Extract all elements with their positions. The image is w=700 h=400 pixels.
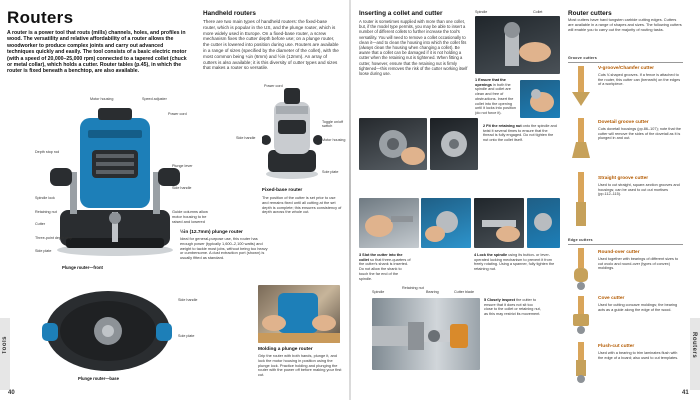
groove-category: Groove cutters [568, 56, 598, 60]
round-over-cutter-image [574, 248, 588, 290]
step-2-photo-b [430, 118, 478, 170]
step-2-body: onto the spindle and twist it several times to ensure that the thread is fully engaged. Do not tighten the nut onto the collet itself. [483, 124, 557, 143]
step-4-body: using its button- or lever-operated locking mechanism to prevent it from freely rotating. Using a spanner, fully tighten the retaining nut. [474, 253, 555, 272]
fixed-base-router-image [262, 82, 322, 182]
cutters-intro: Most cutters have hard tungsten carbide cutting edges. Cutters are available in a range of shapes and sizes. The following cutters will enable you to carry out the majority of routing tasks. [568, 17, 682, 32]
cutter-6-desc: Used with a bearing to trim laminates flush with the edge of a board; also used to cut templates. [598, 351, 679, 360]
fixed-text: The position of the cutter is set prior to use and remains fixed until all cutting at the set depth is complete; this ensures consistency of depth across the whole cut. [262, 195, 342, 215]
cutter-2-name: Dovetail groove cutter [598, 120, 649, 125]
molding-heading: Molding a plunge router [258, 347, 313, 352]
label-power-cord: Power cord [168, 112, 187, 116]
fixed-label-sole-plate: Sole plate [322, 170, 339, 174]
base-caption: Plunge router—base [78, 376, 119, 381]
cutter-4-desc: Used together with bearings of different sizes to cut ovolo and round-over (types of convex) moldings. [598, 257, 679, 271]
label-speed-adjuster: Speed adjuster [142, 97, 167, 101]
cutter-1-desc: Cuts V-shaped grooves. If a fence is attached to the router, this cutter can (beneath) on the edges of a workpiece. [598, 73, 681, 87]
collet-heading: Inserting a collet and cutter [359, 10, 443, 17]
left-page-number: 40 [8, 390, 15, 396]
fixed-heading: Fixed-base router [262, 188, 303, 193]
right-tab-label: Routers [691, 332, 697, 359]
step-1-text [475, 78, 517, 116]
half-inch-text: Ideal for general-purpose use, this router has enough power (typically 1,600–2,100 watts) and weight to tackle most jobs, without being too heavy or cumbersome. A dust extraction port (shown) is usually fitted as standard. [180, 236, 268, 261]
step-4b-photo [527, 198, 560, 248]
step-1-title: Ensure that the openings [475, 78, 506, 87]
edge-category: Edge cutters [568, 238, 593, 242]
handheld-text: There are two main types of handheld routers: the fixed-base router, which is popular in the US, and the plunge router, which is more widely used in Europe. On a fixed-base router, a screw mechanism fixes the cutter depth before use; on a plunge router, the cutter is lowered into position during use. Routers are available in a range of sizes (specified by the diameter of the collet), with the most common being ¼in (6mm) and ½in (12mm). An array of cutters is also available; it is this diversity of cutter types and sizes that makes a router so versatile. [203, 19, 339, 71]
straight-cutter-image [576, 172, 586, 226]
base-label-sole-plate: Sole plate [178, 334, 195, 338]
step-1b-photo [520, 80, 560, 118]
cove-cutter-image [573, 296, 589, 334]
step5-label-retaining-nut: Retaining nut [402, 286, 424, 290]
fixed-label-power-cord: Power cord [264, 84, 283, 88]
fixed-label-toggle: Toggle on/off switch [322, 120, 344, 129]
handheld-heading: Handheld routers [203, 10, 256, 17]
front-caption: Plunge router—front [62, 265, 103, 270]
step-1-number: 1 [475, 78, 479, 82]
molding-text: Grip the router with both hands, plunge it, and lock the motor housing in position using the plunge lock. Practice holding and plunging the router with the power off before making your first cut. [258, 353, 342, 378]
fixed-label-side-handle: Side handle [236, 136, 256, 140]
cutter-2-desc: Cuts dovetail housings (pp.86–107); note that the cutter will remove the sides of the dovetail as it is plunged in and out. [598, 127, 681, 141]
cutter-3-desc: Used to cut straight, square-section grooves and housings; can be used to cut out mortises (pp.112–115). [598, 183, 680, 197]
gutter [349, 0, 351, 400]
label-side-handle: Side handle [172, 186, 192, 190]
step-5-title: Closely inspect [487, 298, 517, 302]
step-3-title: Slot the cutter into the collet [359, 253, 403, 262]
step-4-title: Lock the spindle [477, 253, 509, 257]
label-cutter: Cutter [35, 222, 46, 226]
cutter-3-name: Straight groove cutter [598, 176, 649, 181]
step-5-body: the cutter to ensure that it does not sit too close to the collet or retaining nut, as this may restrict its movement. [484, 298, 541, 317]
step-3-text [359, 253, 411, 281]
step-4-text [474, 253, 558, 272]
step5-label-cutter-blade: Cutter blade [454, 290, 475, 294]
fixed-label-motor-housing: Motor housing [322, 138, 346, 142]
step-2-title: Fit the retaining nut [486, 124, 523, 128]
label-depth-stop-rod: Depth stop rod [35, 150, 60, 154]
step-label-collet: Collet [533, 10, 543, 14]
collet-text: A router is sometimes supplied with more than one collet, but, if the model type permits, you may be able to insert a number of different collets to further increase the tool's versatility. You will need to remove a collet occasionally to clean it—and to clean the housing into which the collet fits (always clean the housing when changing a collet). Be aware that a collet can be damaged if it is not holding a cutter when the retaining nut is tightened. When fitting a cutter, however, ensure that the retaining nut is firmly tightened—this removes the risk of the cutter working itself loose during use. [359, 19, 468, 77]
step-5-photo [372, 298, 480, 370]
step-5-number: 5 [484, 298, 488, 302]
step-5-text [484, 298, 542, 317]
label-retaining-nut: Retaining nut [35, 210, 57, 214]
molding-photo [258, 285, 340, 343]
cutter-4-name: Round-over cutter [598, 250, 640, 255]
flush-cut-cutter-image [576, 342, 586, 383]
label-guide-columns: Guide columns allow motor housing to be raised and lowered [172, 209, 208, 224]
left-tab-label: Tools [2, 336, 8, 355]
groove-cutter-images [568, 64, 596, 234]
plunge-router-base-image [42, 283, 172, 375]
label-motor-housing: Motor housing [90, 97, 114, 101]
step-3-photo [359, 198, 419, 248]
label-plunge-lever: Plunge lever [172, 164, 193, 168]
label-three-point-depth-stop: Three-point depth stop [35, 236, 73, 240]
step-3b-photo [421, 198, 471, 248]
step-label-spindle: Spindle [475, 10, 488, 14]
step-2-text [483, 124, 559, 143]
cutters-heading: Router cutters [568, 10, 612, 17]
step-2-photo-a [359, 118, 427, 170]
groove-rule [568, 62, 683, 63]
cutter-1-name: V-groove/Chamfer cutter [598, 66, 654, 71]
label-side-plate: Side plate [35, 249, 52, 253]
step-4-photo [474, 198, 524, 248]
step5-label-spindle: Spindle [372, 290, 385, 294]
step-1-body: in both the spindle and collet are clean and free of obstructions. Insert the collet into the opening until it locks into position (do not force it). [475, 82, 516, 115]
v-groove-cutter-image [572, 66, 590, 106]
intro-text: A router is a power tool that routs (mills) channels, holes, and profiles in wood. The versatility and relative affordability of a router allows the woodworker to produce complex joints and carry out advanced techniques quickly and easily. The tool consists of a basic electric motor (with a speed of 20,000–25,000 rpm) connected to a tapered collet (chuck or metal collar), which holds a cutter. Router tables (p.45), in which the router is fixed beneath a benchtop, are also available. [7, 30, 187, 75]
step-3-number: 3 [359, 253, 363, 257]
step-2-number: 2 [483, 124, 487, 128]
edge-cutter-images [568, 246, 596, 386]
edge-rule [568, 244, 683, 245]
dovetail-cutter-image [572, 118, 590, 158]
step5-label-bearing: Bearing [426, 290, 439, 294]
cutter-6-name: Flush-cut cutter [598, 344, 635, 349]
step-3-body: so that three-quarters of the cutter's shank is inserted. Do not allow the shank to touch the far end of the spindle. [359, 257, 411, 281]
label-spindle-lock: Spindle lock [35, 196, 55, 200]
step-4-number: 4 [474, 253, 478, 257]
right-page-number: 41 [682, 390, 689, 396]
cutter-5-name: Cove cutter [598, 296, 625, 301]
step-1-photo [475, 16, 560, 74]
cutter-5-desc: Used for cutting concave moldings; the bearing acts as a guide along the edge of the wood. [598, 303, 678, 312]
base-label-side-handle: Side handle [178, 298, 198, 302]
half-inch-heading: ½in (12.7mm) plunge router [180, 230, 243, 235]
page-title: Routers [7, 8, 74, 27]
